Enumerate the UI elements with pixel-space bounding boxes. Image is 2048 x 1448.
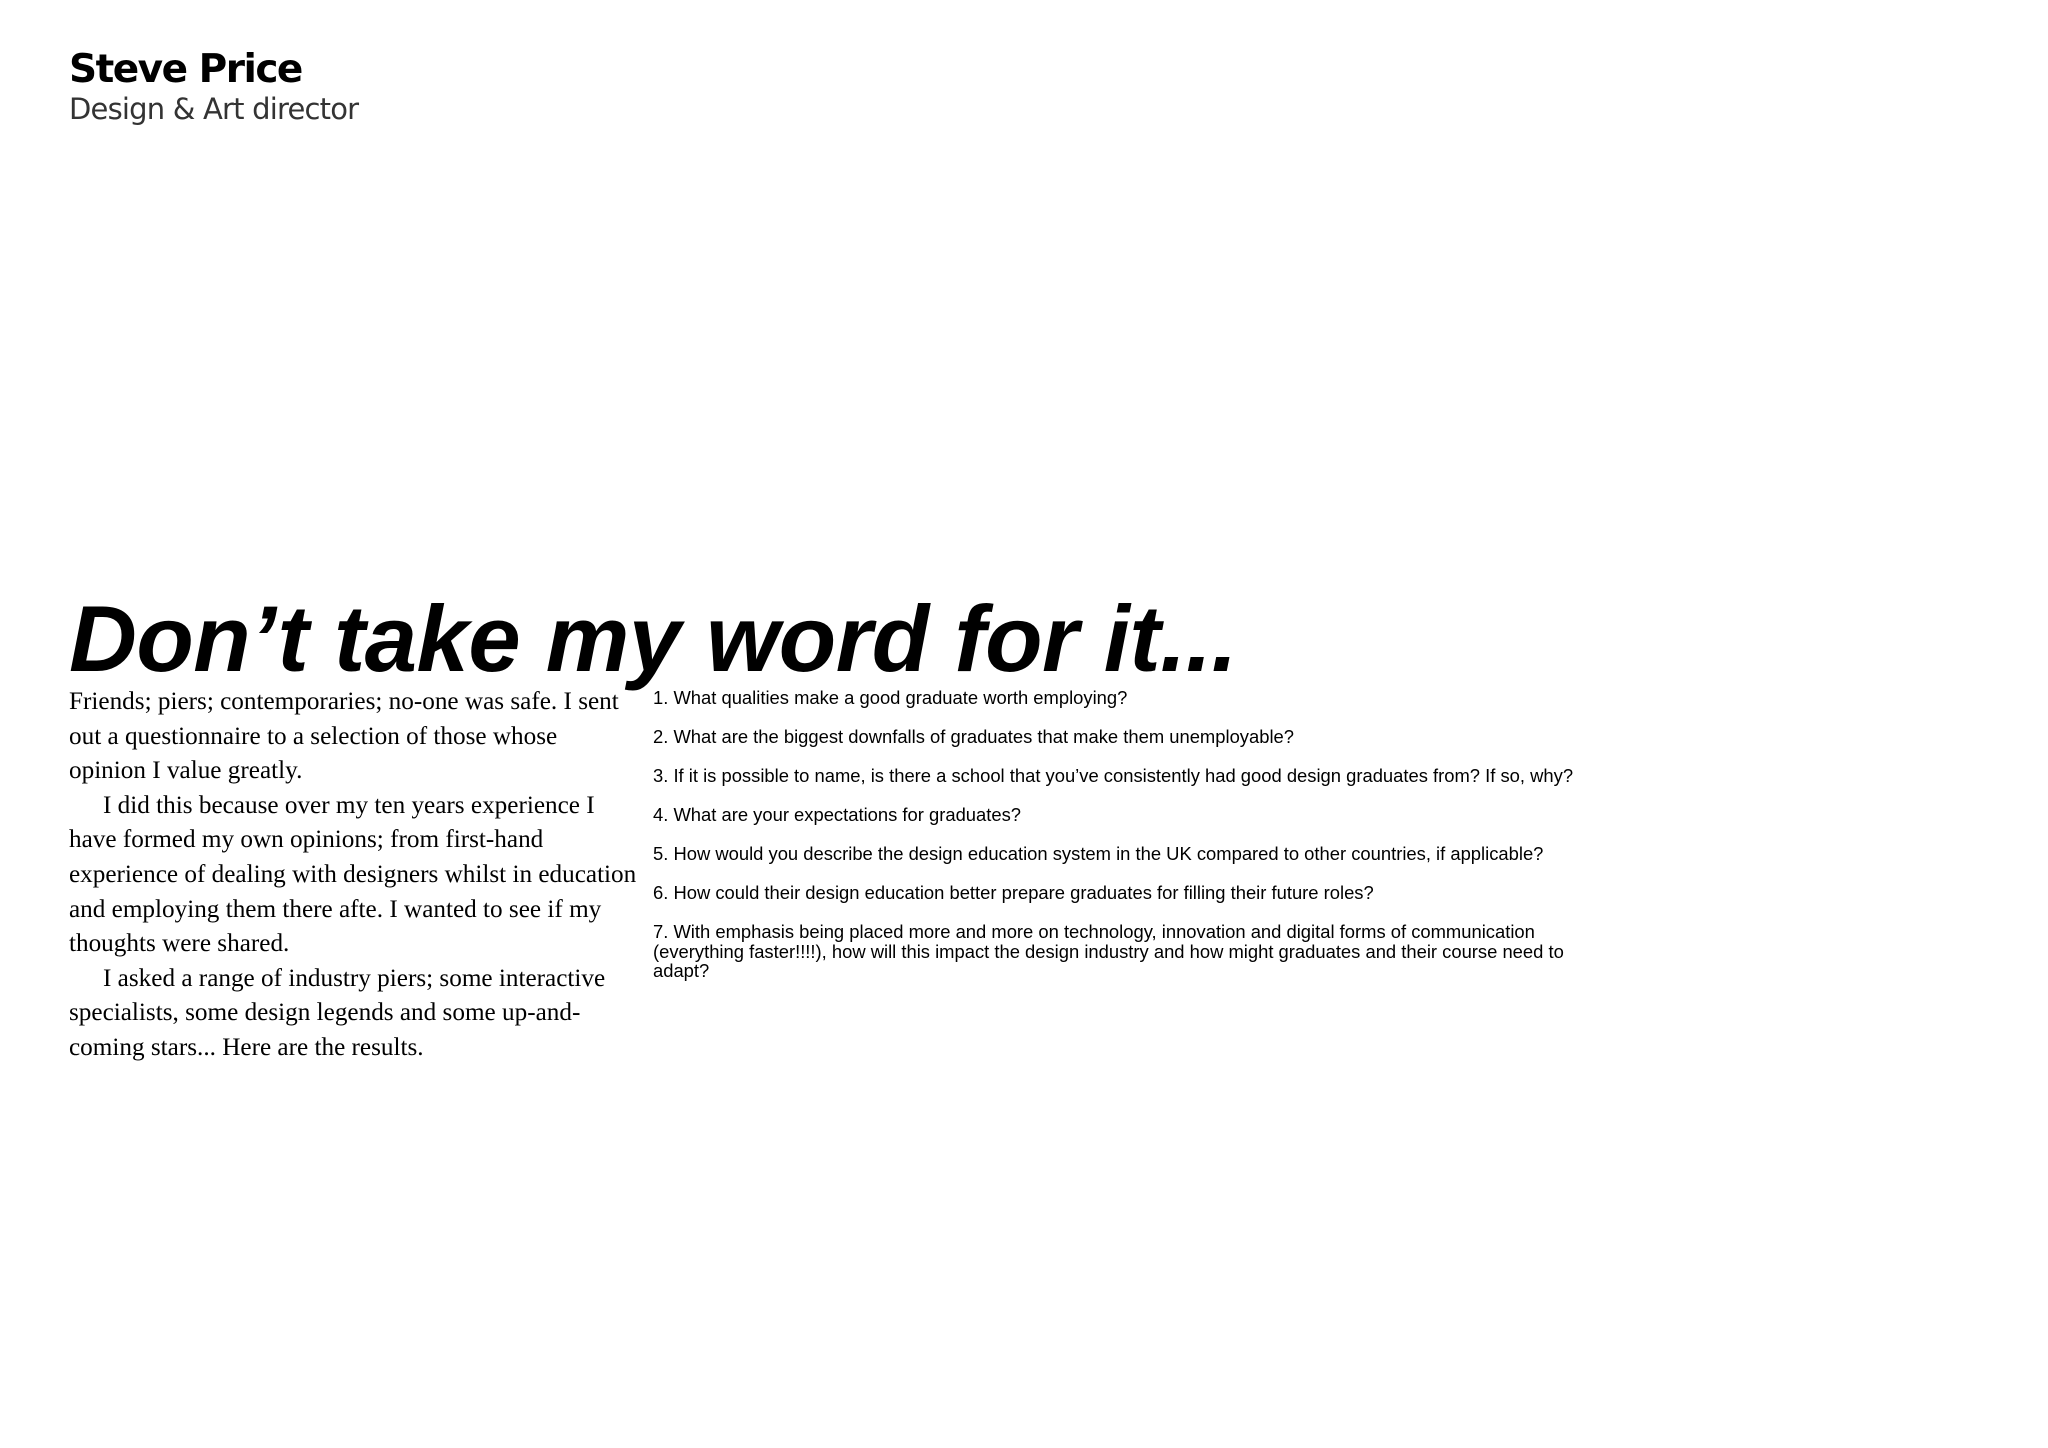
intro-text bbox=[69, 685, 639, 1066]
author-role: Design & Art director bbox=[69, 92, 359, 126]
question-item: 1. What qualities make a good graduate worth employing? bbox=[653, 687, 1128, 708]
intro-paragraph: I did this because over my ten years experience I have formed my own opinions; from first-hand experience of dealing with designers whilst in education and employing them there afte. I wanted to see if my thoughts were shared. bbox=[69, 791, 637, 958]
question-item: 7. With emphasis being placed more and more on technology, innovation and digital forms of communication (everything faster!!!!), how will this impact the design industry and how might graduates and their course need to adapt? bbox=[653, 921, 1564, 981]
question-item: 2. What are the biggest downfalls of graduates that make them unemployable? bbox=[653, 726, 1294, 747]
intro-paragraph: I asked a range of industry piers; some interactive specialists, some design legends and some up-and-coming stars... Here are the results. bbox=[69, 964, 606, 1061]
question-item: 5. How would you describe the design education system in the UK compared to other countries, if applicable? bbox=[653, 843, 1544, 864]
page-headline: Don’t take my word for it... bbox=[69, 586, 1238, 691]
question-item: 4. What are your expectations for graduates? bbox=[653, 804, 1022, 825]
intro-paragraph: Friends; piers; contemporaries; no-one was safe. I sent out a questionnaire to a selection of those whose opinion I value greatly. bbox=[69, 688, 619, 785]
page-header bbox=[69, 48, 358, 126]
question-item: 3. If it is possible to name, is there a school that you’ve consistently had good design graduates from? If so, why? bbox=[653, 765, 1574, 786]
questionnaire-list bbox=[653, 688, 1608, 1000]
question-item: 6. How could their design education better prepare graduates for filling their future roles? bbox=[653, 882, 1374, 903]
author-name: Steve Price bbox=[69, 47, 302, 92]
